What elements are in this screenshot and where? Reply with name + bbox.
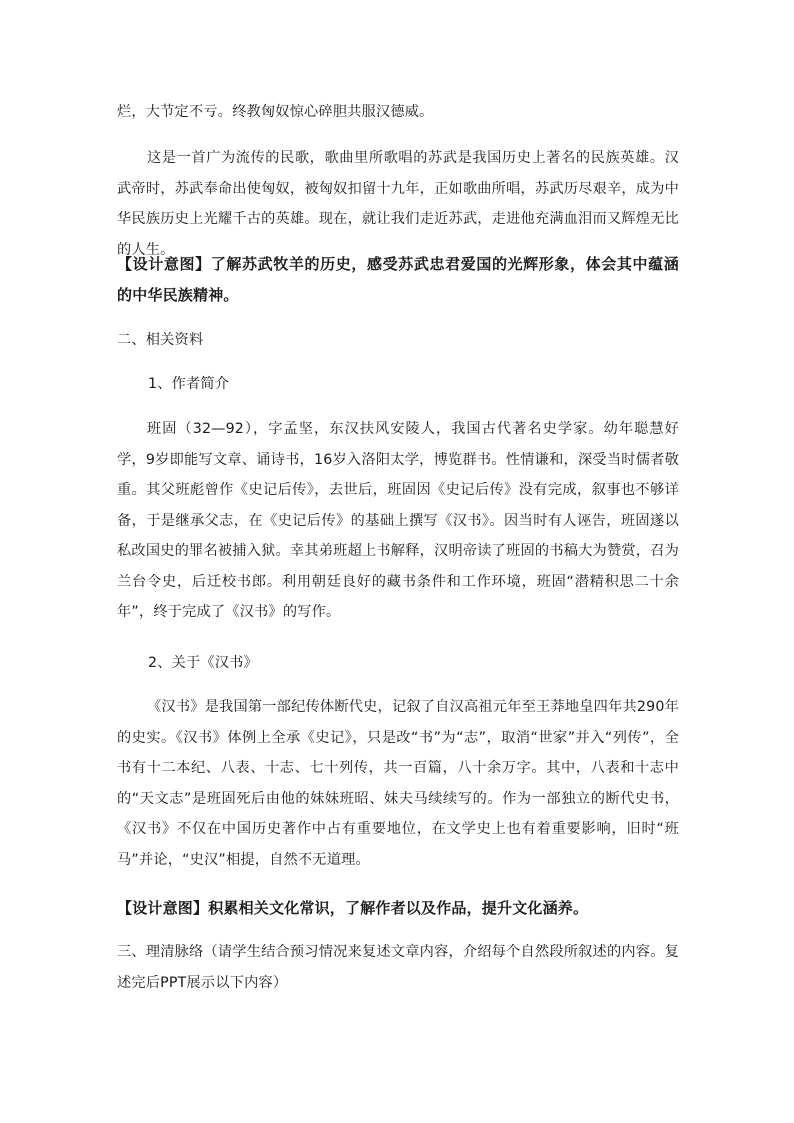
design-intent-1: 【设计意图】了解苏武牧羊的历史，感受苏武忠君爱国的光辉形象，体会其中蕴涵的中华民族精神。 (117, 255, 679, 304)
section-2-heading: 二、相关资料 (117, 332, 204, 348)
opening-poem-tail: 烂，大节定不亏。终教匈奴惊心碎胆共服汉德威。 (117, 104, 434, 120)
design-intent-2: 【设计意图】积累相关文化常识，了解作者以及作品，提升文化涵养。 (117, 899, 589, 917)
author-paragraph: 班固（32—92），字孟坚，东汉扶风安陵人，我国古代著名史学家。幼年聪慧好学，9岁即能写文章、诵诗书，16岁入洛阳太学，博览群书。性情谦和，深受当时儒者敬重。其父班彪曾作《史记后传》，去世后，班固因《史记后传》没有完成，叙事也不够详备，于是继承父志，在《史记后传》的基础上撰写《汉书》。因当时有人诬告，班固遂以私改国史的罪名被捕入狱。幸其弟班超上书解释，汉明帝读了班固的书稿大为赞赏，召为兰台令史，后迁校书郎。利用朝廷良好的藏书条件和工作环境，班固“潜精积思二十余年”，终于完成了《汉书》的写作。 (117, 421, 679, 620)
subsection-1-heading: 1、作者简介 (148, 376, 230, 392)
intro-paragraph: 这是一首广为流传的民歌，歌曲里所歌唱的苏武是我国历史上著名的民族英雄。汉武帝时，苏武奉命出使匈奴，被匈奴扣留十九年，正如歌曲所唱，苏武历尽艰辛，成为中华民族历史上光耀千古的英雄。现在，就让我们走近苏武，走进他充满血泪而又辉煌无比的人生。 (117, 150, 679, 258)
hanshu-paragraph: 《汉书》是我国第一部纪传体断代史，记叙了自汉高祖元年至王莽地皇四年共290年的史实。《汉书》体例上全承《史记》，只是改“书”为“志”，取消“世家”并入“列传”，全书有十二本纪、八表、十志、七十列传，共一百篇，八十余万字。其中，八表和十志中的“天文志”是班固死后由他的妹妹班昭、妹夫马续续写的。作为一部独立的断代史书，《汉书》不仅在中国历史著作中占有重要地位，在文学史上也有着重要影响，旧时“班马”并论，“史汉”相提，自然不无道理。 (117, 699, 679, 868)
section-3-paragraph: 三、理清脉络（请学生结合预习情况来复述文章内容，介绍每个自然段所叙述的内容。复述完后PPT展示以下内容） (117, 944, 679, 991)
subsection-2-heading: 2、关于《汉书》 (148, 655, 258, 671)
